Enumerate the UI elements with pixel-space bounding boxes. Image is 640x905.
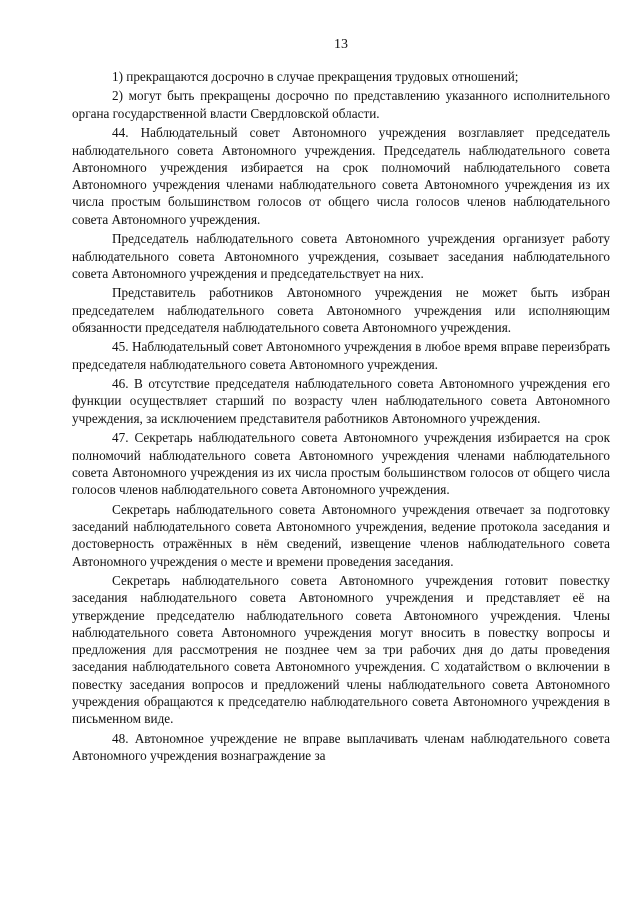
paragraph-8: 47. Секретарь наблюдательного совета Автономного учреждения избирается на срок полномочий наблюдательного совета Автономного учреждения членами наблюдательного совета Автономного учреждения из их числа простым большинством голосов от общего числа голосов членов наблюдательного совета Автономного учреждения. <box>72 430 610 498</box>
paragraph-6: 45. Наблюдательный совет Автономного учреждения в любое время вправе переизбрать председателя наблюдательного совета Автономного учреждения. <box>72 339 610 372</box>
paragraph-4: Председатель наблюдательного совета Автономного учреждения организует работу наблюдательного совета Автономного учреждения, созывает заседания наблюдательного совета Автономного учреждения и председательствует на них. <box>72 231 610 281</box>
document-body <box>72 68 610 764</box>
page-number: 13 <box>334 37 348 52</box>
paragraph-2: 2) могут быть прекращены досрочно по представлению указанного исполнительного органа государственной власти Свердловской области. <box>72 88 610 121</box>
paragraph-3: 44. Наблюдательный совет Автономного учреждения возглавляет председатель наблюдательного совета Автономного учреждения. Председатель наблюдательного совета Автономного учреждения избирается на срок полномочий наблюдательного совета Автономного учреждения членами наблюдательного совета Автономного учреждения из их числа простым большинством голосов от общего числа голосов членов наблюдательного совета Автономного учреждения. <box>72 125 610 227</box>
paragraph-9: Секретарь наблюдательного совета Автономного учреждения отвечает за подготовку заседаний наблюдательного совета Автономного учреждения, ведение протокола заседания и достоверность отражённых в нём сведений, извещение членов наблюдательного совета Автономного учреждения о месте и времени проведения заседания. <box>72 501 610 569</box>
paragraph-5: Представитель работников Автономного учреждения не может быть избран председателем наблюдательного совета Автономного учреждения или исполняющим обязанности председателя наблюдательного совета Автономного учреждения. <box>72 285 610 335</box>
paragraph-7: 46. В отсутствие председателя наблюдательного совета Автономного учреждения его функции осуществляет старший по возрасту член наблюдательного совета Автономного учреждения, за исключением представителя работников Автономного учреждения. <box>72 376 610 426</box>
paragraph-11: 48. Автономное учреждение не вправе выплачивать членам наблюдательного совета Автономного учреждения вознаграждение за <box>72 730 610 764</box>
paragraph-10: Секретарь наблюдательного совета Автономного учреждения готовит повестку заседания наблюдательного совета Автономного учреждения и представляет её на утверждение председателю наблюдательного совета Автономного учреждения. Члены наблюдательного совета Автономного учреждения могут вносить в повестку вопросы и предложения для рассмотрения не позднее чем за три рабочих дня до даты проведения заседания наблюдательного совета Автономного учреждения. С ходатайством о включении в повестку заседания вопросов и предложений члены наблюдательного совета Автономного учреждения обращаются к председателю наблюдательного совета Автономного учреждения в письменном виде. <box>72 573 610 727</box>
paragraph-1: 1) прекращаются досрочно в случае прекращения трудовых отношений; <box>112 69 519 84</box>
